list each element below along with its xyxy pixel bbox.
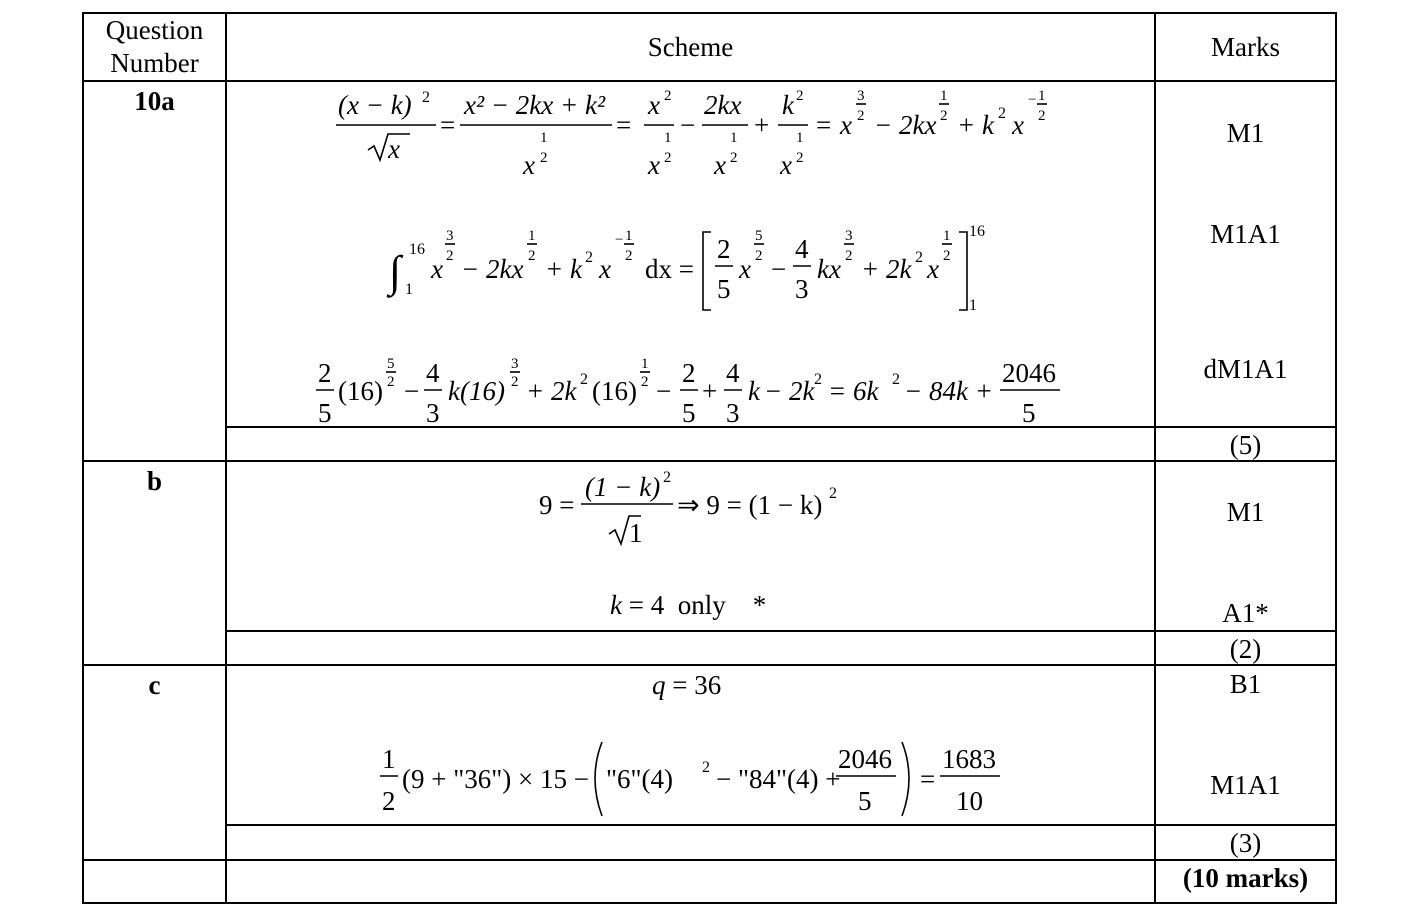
header-question-number: Question Number [105,15,204,78]
row-divider-a-b [82,460,1337,462]
svg-text:2: 2 [998,105,1006,122]
svg-text:=: = [816,110,832,140]
svg-text:1: 1 [629,518,643,548]
svg-text:x: x [523,150,535,180]
svg-text:1: 1 [943,228,951,244]
svg-text:2: 2 [857,108,865,124]
svg-text:2: 2 [755,248,763,264]
svg-text:+ 2k: + 2k [526,376,577,406]
svg-text:3: 3 [845,228,853,244]
svg-text:3: 3 [857,88,865,104]
svg-text:2: 2 [446,248,454,264]
svg-text:2: 2 [664,88,672,104]
equation-c-area [376,738,1016,822]
svg-text:16: 16 [969,223,985,240]
subtotal-line-c [225,824,1337,826]
svg-text:9 =: 9 = [539,490,575,520]
mark-a-line3: dM1A1 [1203,354,1288,384]
svg-text:2: 2 [892,371,900,388]
svg-text:1: 1 [540,130,548,146]
svg-text:x: x [431,254,443,284]
svg-text:(9 + "36") × 15 −: (9 + "36") × 15 − [402,764,589,794]
svg-text:2: 2 [915,249,923,266]
equation-a-expansion [330,84,1060,184]
svg-text:(16): (16) [592,376,637,406]
svg-text:−: − [404,376,420,406]
svg-text:3: 3 [795,274,809,304]
svg-text:−: − [771,254,787,284]
svg-text:x: x [927,254,939,284]
svg-text:2: 2 [318,358,332,388]
svg-text:1683: 1683 [942,744,996,774]
svg-text:10: 10 [956,786,983,816]
subtotal-a: (5) [1229,430,1262,460]
svg-text:5: 5 [318,398,332,428]
svg-text:2: 2 [664,150,672,166]
subtotal-b: (2) [1229,634,1262,664]
svg-text:2: 2 [585,249,593,266]
subtotal-line-b [225,630,1337,632]
svg-text:∫: ∫ [389,247,402,296]
svg-text:x: x [840,110,852,140]
svg-text:=: = [440,110,456,140]
svg-text:2: 2 [829,485,837,502]
svg-text:5: 5 [858,786,872,816]
svg-text:4: 4 [795,234,809,264]
svg-text:− 2k: − 2k [764,376,815,406]
table-left-border [82,12,84,904]
svg-text:2: 2 [540,150,548,166]
svg-text:1: 1 [730,130,738,146]
equation-a-evaluation [312,352,1072,428]
svg-text:− "84"(4) +: − "84"(4) + [716,764,841,794]
svg-text:3: 3 [446,228,454,244]
svg-text:1: 1 [969,297,977,314]
svg-text:1: 1 [796,130,804,146]
svg-text:2kx: 2kx [704,90,742,120]
row-divider-b-c [82,664,1337,666]
svg-text:3: 3 [426,398,440,428]
mark-b-line1: M1 [1226,497,1265,527]
svg-text:+: + [702,376,718,406]
column-divider-1 [225,12,227,904]
question-label-b: b [146,466,163,496]
svg-text:x: x [1012,110,1024,140]
mark-a-line2: M1A1 [1210,219,1281,249]
svg-text:2: 2 [943,248,951,264]
question-label-10a: 10a [134,86,175,116]
equation-c-q: q = 36 [652,670,722,700]
equation-b-result: k = 4 only * [610,590,767,620]
svg-text:(1 − k): (1 − k) [585,472,661,502]
svg-text:x: x [648,150,660,180]
svg-text:"6"(4): "6"(4) [606,764,674,794]
svg-text:1: 1 [405,281,413,298]
svg-text:4: 4 [726,358,740,388]
svg-text:3: 3 [511,356,519,372]
svg-text:2046: 2046 [838,744,892,774]
svg-text:2: 2 [845,248,853,264]
svg-text:2: 2 [940,108,948,124]
svg-text:5: 5 [1022,398,1036,428]
svg-text:⇒ 9 = (1 − k): ⇒ 9 = (1 − k) [677,490,823,520]
svg-text:k: k [748,376,760,406]
total-marks: (10 marks) [1182,863,1309,893]
header-scheme: Scheme [647,32,734,62]
equation-b-setup [535,468,855,552]
svg-text:+: + [754,110,770,140]
svg-text:2: 2 [387,374,395,390]
mark-c-line1: B1 [1229,669,1262,699]
svg-text:+ 2k: + 2k [861,254,912,284]
svg-text:k: k [782,90,794,120]
svg-text:+ k: + k [957,110,994,140]
svg-text:2: 2 [796,88,804,104]
svg-text:=: = [920,764,936,794]
svg-text:5: 5 [682,398,696,428]
svg-text:2: 2 [422,89,430,106]
question-label-c: c [148,670,161,700]
svg-text:kx: kx [817,254,841,284]
svg-text:= 6k: = 6k [828,376,879,406]
subtotal-c: (3) [1229,828,1262,858]
mark-a-line1: M1 [1226,118,1265,148]
svg-text:2: 2 [730,150,738,166]
svg-text:1: 1 [528,228,536,244]
svg-text:dx =: dx = [645,254,694,284]
svg-text:x: x [388,134,400,164]
svg-text:− 2kx: − 2kx [874,110,937,140]
svg-text:2: 2 [796,150,804,166]
svg-text:− 2kx: − 2kx [461,254,524,284]
svg-text:x: x [739,254,751,284]
svg-text:−: − [615,232,624,248]
svg-text:k(16): k(16) [448,376,505,406]
mark-c-line2: M1A1 [1210,770,1281,800]
svg-text:2: 2 [814,371,822,388]
svg-text:1: 1 [641,356,649,372]
svg-text:x: x [780,150,792,180]
svg-text:x: x [714,150,726,180]
svg-text:2046: 2046 [1002,358,1056,388]
svg-text:1: 1 [664,130,672,146]
svg-text:16: 16 [409,241,425,258]
svg-text:2: 2 [382,786,396,816]
svg-text:2: 2 [580,371,588,388]
svg-text:2: 2 [682,358,696,388]
a1-num2: x² − 2kx + k² [464,90,606,120]
svg-text:1: 1 [940,88,948,104]
svg-text:5: 5 [755,228,763,244]
svg-text:x: x [599,254,611,284]
svg-text:=: = [616,110,632,140]
svg-text:(16): (16) [338,376,383,406]
svg-text:2: 2 [625,248,633,264]
svg-text:3: 3 [726,398,740,428]
header-marks: Marks [1211,32,1280,62]
svg-text:4: 4 [426,358,440,388]
svg-text:2: 2 [702,759,710,776]
svg-text:− 84k +: − 84k + [904,376,993,406]
table-top-border [82,12,1337,14]
svg-text:2: 2 [663,469,671,486]
a1-num: (x − k) [338,90,412,120]
svg-text:−: − [1028,92,1037,108]
equation-a-integral [385,222,1005,318]
svg-text:+ k: + k [545,254,582,284]
table-right-border [1335,12,1337,904]
svg-text:2: 2 [641,374,649,390]
svg-text:2: 2 [528,248,536,264]
svg-text:5: 5 [387,356,395,372]
svg-text:1: 1 [1038,88,1046,104]
table-bottom-border [82,902,1337,904]
header-divider [82,80,1337,82]
svg-text:1: 1 [382,744,396,774]
mark-b-line2: A1* [1222,598,1269,628]
svg-text:x: x [648,90,660,120]
svg-text:2: 2 [511,374,519,390]
svg-text:2: 2 [1038,108,1046,124]
svg-text:5: 5 [717,274,731,304]
svg-text:−: − [656,376,672,406]
svg-text:1: 1 [625,228,633,244]
row-divider-total [82,859,1337,861]
svg-text:2: 2 [717,234,731,264]
svg-text:−: − [680,110,696,140]
